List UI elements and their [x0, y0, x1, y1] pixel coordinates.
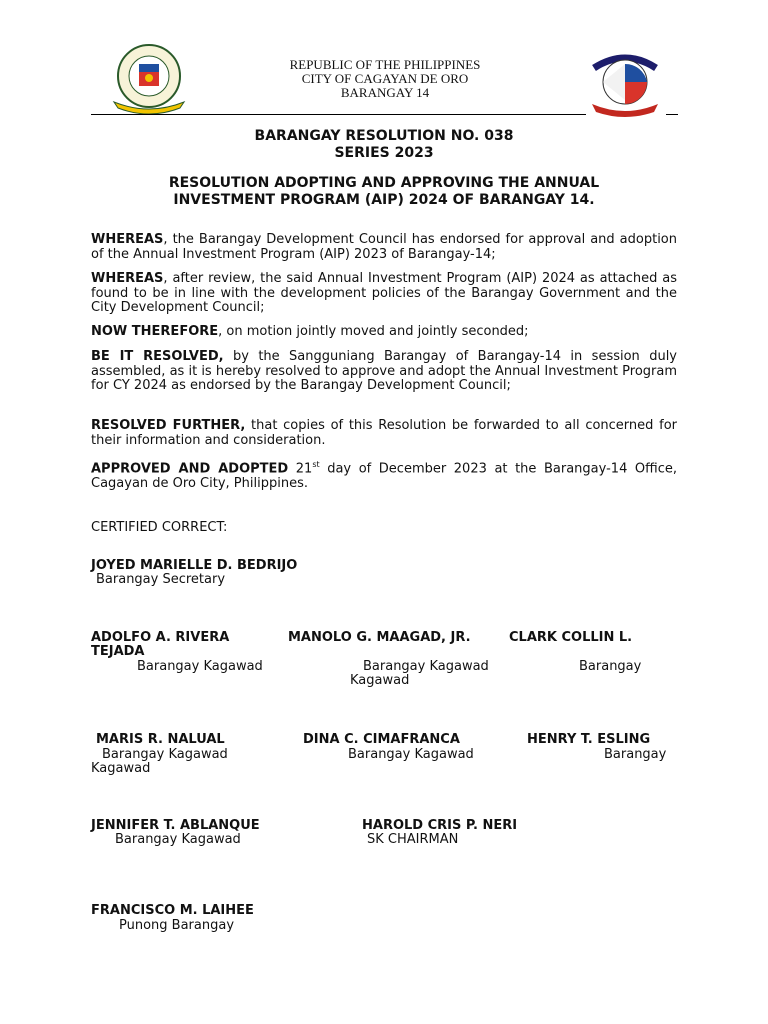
be-it-resolved-paragraph	[91, 350, 677, 394]
whereas-paragraph-1	[91, 233, 677, 262]
approved-day-suffix: st	[312, 460, 320, 469]
approved-paragraph	[91, 458, 677, 491]
whereas-paragraph-2	[91, 272, 677, 316]
signatory-role: Barangay Kagawad	[348, 747, 474, 762]
paragraph-lead: WHEREAS	[91, 232, 164, 247]
signatory-name: DINA C. CIMAFRANCA	[303, 732, 460, 747]
secretary-name: JOYED MARIELLE D. BEDRIJO	[91, 558, 298, 573]
paragraph-text: , the Barangay Development Council has endorsed for approval and adoption of the Annual Investment Program (AIP) 2023 of Barangay-14;	[91, 232, 677, 262]
signatory-role: Barangay Kagawad	[115, 832, 241, 847]
paragraph-text: by the Sangguniang Barangay of Barangay-14 in session duly assembled, as it is hereby resolved to approve and adopt the Annual Investment Program for CY 2024 as endorsed by the Barangay Development Council;	[91, 349, 677, 393]
paragraph-lead: RESOLVED FURTHER,	[91, 418, 246, 433]
resolution-title	[91, 175, 677, 209]
paragraph-text: that copies of this Resolution be forwarded to all concerned for their information and consideration.	[91, 418, 677, 448]
resolution-number-text: BARANGAY RESOLUTION NO. 038	[254, 128, 514, 144]
signatory-name: CLARK COLLIN L.	[509, 630, 633, 645]
signatory-name: ADOLFO A. RIVERA	[91, 630, 230, 645]
paragraph-text: , on motion jointly moved and jointly seconded;	[218, 324, 529, 339]
signatory-role: Barangay Kagawad	[102, 747, 228, 762]
letterhead	[230, 58, 540, 100]
resolution-title-line2: INVESTMENT PROGRAM (AIP) 2024 OF BARANGAY 14.	[173, 192, 595, 208]
punong-barangay-name: FRANCISCO M. LAIHEE	[91, 903, 254, 918]
signatory-role: Barangay	[579, 659, 642, 674]
signatory-role: Barangay	[604, 747, 667, 762]
signatory-name-wrap: TEJADA	[91, 644, 145, 659]
signatory-role: SK CHAIRMAN	[367, 832, 459, 847]
certified-label: CERTIFIED CORRECT:	[91, 520, 228, 535]
signatory-role-wrap: Kagawad	[350, 673, 410, 688]
barangay-seal-logo	[586, 46, 664, 118]
paragraph-lead: BE IT RESOLVED,	[91, 349, 224, 364]
signatory-role: Barangay Kagawad	[363, 659, 489, 674]
resolution-series: SERIES 2023	[334, 145, 434, 161]
header-divider	[91, 114, 586, 115]
signatory-name: JENNIFER T. ABLANQUE	[91, 818, 260, 833]
signatory-name: HAROLD CRIS P. NERI	[362, 818, 518, 833]
signatory-name: HENRY T. ESLING	[527, 732, 651, 747]
punong-barangay-role: Punong Barangay	[119, 918, 235, 933]
signatory-role-wrap: Kagawad	[91, 761, 151, 776]
paragraph-text: , after review, the said Annual Investment Program (AIP) 2024 as attached as found to be in line with the development policies of the Barangay Government and the City Development Council;	[91, 271, 677, 315]
approved-lead: APPROVED AND ADOPTED	[91, 461, 289, 477]
resolution-number	[91, 128, 677, 162]
now-therefore-paragraph	[91, 325, 677, 340]
city-seal-logo	[106, 42, 192, 114]
letterhead-country: REPUBLIC OF THE PHILIPPINES	[289, 57, 481, 72]
approved-rest: day of December 2023 at the Barangay-14 Office, Cagayan de Oro City, Philippines.	[91, 461, 677, 491]
resolution-title-line1: RESOLUTION ADOPTING AND APPROVING THE ANNUAL	[168, 175, 600, 191]
signatory-name: MARIS R. NALUAL	[96, 732, 225, 747]
paragraph-lead: WHEREAS	[91, 271, 164, 286]
resolved-further-paragraph	[91, 419, 677, 448]
paragraph-lead: NOW THEREFORE	[91, 324, 219, 339]
letterhead-city: CITY OF CAGAYAN DE ORO	[301, 71, 469, 86]
signatory-role: Barangay Kagawad	[137, 659, 263, 674]
approved-day: 21	[288, 461, 313, 477]
header-divider-short	[666, 114, 678, 115]
signatory-name: MANOLO G. MAAGAD, JR.	[288, 630, 471, 645]
letterhead-barangay: BARANGAY 14	[340, 85, 430, 100]
secretary-role: Barangay Secretary	[96, 572, 226, 587]
